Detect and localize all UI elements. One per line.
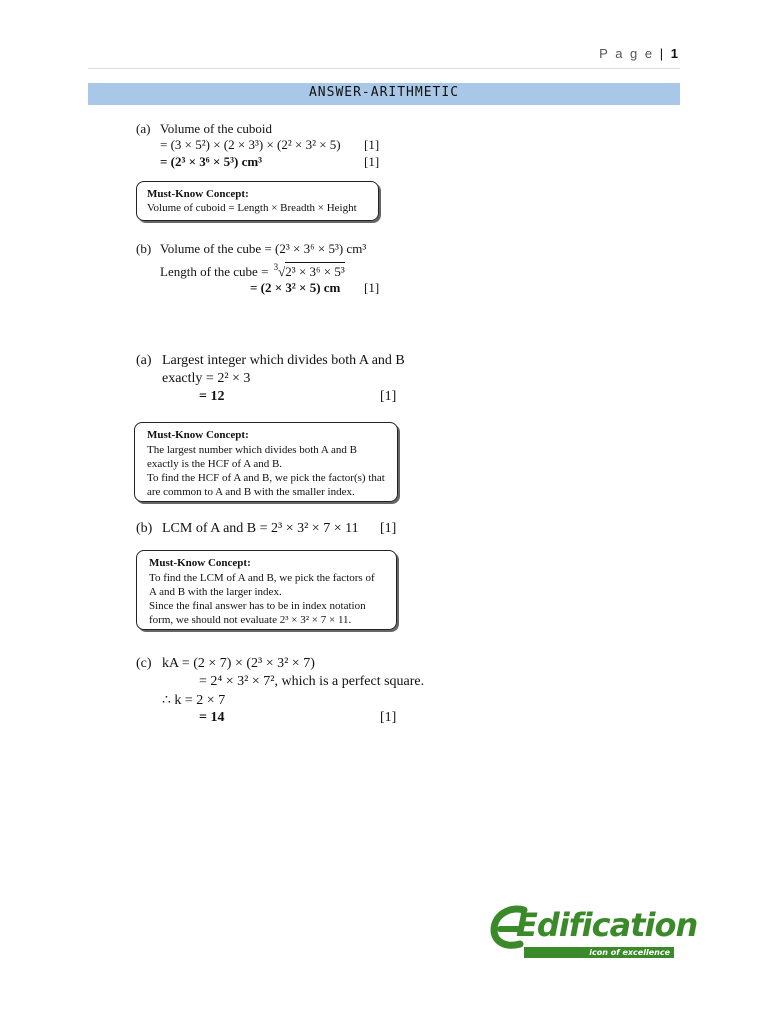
q1a-line1: Volume of the cuboid — [160, 121, 273, 136]
q1a-mark2: [1] — [364, 154, 380, 169]
concept-box-3-line3: Since the final answer has to be in index notation — [149, 600, 366, 612]
q1b-line2-prefix: Length of the cube = — [160, 264, 269, 279]
q1a-line3: = (2³ × 3⁶ × 5³) cm³ — [160, 154, 263, 169]
q1b-line2 — [160, 262, 345, 280]
concept-box-3-line4: form, we should not evaluate 2³ × 3² × 7 × 11. — [149, 614, 352, 626]
q2a-line2: exactly = 2² × 3 — [162, 371, 251, 386]
logo-word: Edification — [516, 906, 698, 944]
q1b-radicand: 2³ × 3⁶ × 5³ — [285, 264, 345, 279]
q2b-mark: [1] — [380, 521, 397, 536]
concept-box-2-line3: To find the HCF of A and B, we pick the factor(s) that — [147, 472, 385, 484]
header-rule — [88, 68, 680, 69]
q1b-line3: = (2 × 3² × 5) cm — [250, 280, 341, 295]
q1a-line2: = (3 × 5²) × (2 × 3³) × (2² × 3² × 5) — [160, 137, 341, 152]
concept-box-2 — [134, 422, 398, 502]
concept-box-2-title: Must-Know Concept: — [147, 429, 249, 441]
concept-box-3-line2: A and B with the larger index. — [149, 586, 282, 598]
cube-root-sign: 3 — [273, 262, 279, 272]
concept-box-1-title: Must-Know Concept: — [147, 188, 249, 200]
page-number: 1 — [670, 46, 678, 61]
q2a-mark: [1] — [380, 389, 397, 404]
q2c-line3: ∴ k = 2 × 7 — [162, 693, 226, 708]
q2c-mark: [1] — [380, 710, 397, 725]
concept-box-2-line4: are common to A and B with the smaller index. — [147, 486, 355, 498]
page-word: P a g e — [599, 46, 655, 61]
q1a-mark1: [1] — [364, 137, 380, 152]
q2b-label: (b) — [136, 521, 153, 536]
page-separator: | — [659, 46, 666, 61]
q1b-line1: Volume of the cube = (2³ × 3⁶ × 5³) cm³ — [160, 241, 367, 256]
concept-box-1-line1: Volume of cuboid = Length × Breadth × Height — [147, 202, 357, 214]
q2c-line1: kA = (2 × 7) × (2³ × 3² × 7) — [162, 656, 315, 671]
q1b-label: (b) — [136, 241, 152, 256]
logo-tagline: icon of excellence — [524, 947, 674, 958]
q1a-label: (a) — [136, 121, 151, 136]
q2c-line4: = 14 — [199, 710, 225, 725]
q2a-line3: = 12 — [199, 389, 225, 404]
q2a-line1: Largest integer which divides both A and B — [162, 353, 405, 368]
radical-sign: √ — [278, 264, 286, 279]
q2c-label: (c) — [136, 656, 152, 671]
concept-box-1 — [136, 181, 379, 221]
q2a-label: (a) — [136, 353, 152, 368]
concept-box-3-title: Must-Know Concept: — [149, 557, 251, 569]
page-title: ANSWER-ARITHMETIC — [308, 85, 460, 100]
concept-box-3-line1: To find the LCM of A and B, we pick the factors of — [149, 572, 375, 584]
concept-box-2-line2: exactly is the HCF of A and B. — [147, 458, 283, 470]
q2b-line1: LCM of A and B = 2³ × 3² × 7 × 11 — [162, 521, 359, 536]
page-number-label — [599, 46, 678, 61]
edification-logo — [490, 902, 698, 960]
q2c-line2: = 2⁴ × 3² × 7², which is a perfect square. — [199, 674, 425, 689]
concept-box-3 — [136, 550, 397, 630]
concept-box-2-line1: The largest number which divides both A and B — [147, 444, 357, 456]
title-band — [88, 83, 680, 105]
q1b-mark: [1] — [364, 280, 380, 295]
